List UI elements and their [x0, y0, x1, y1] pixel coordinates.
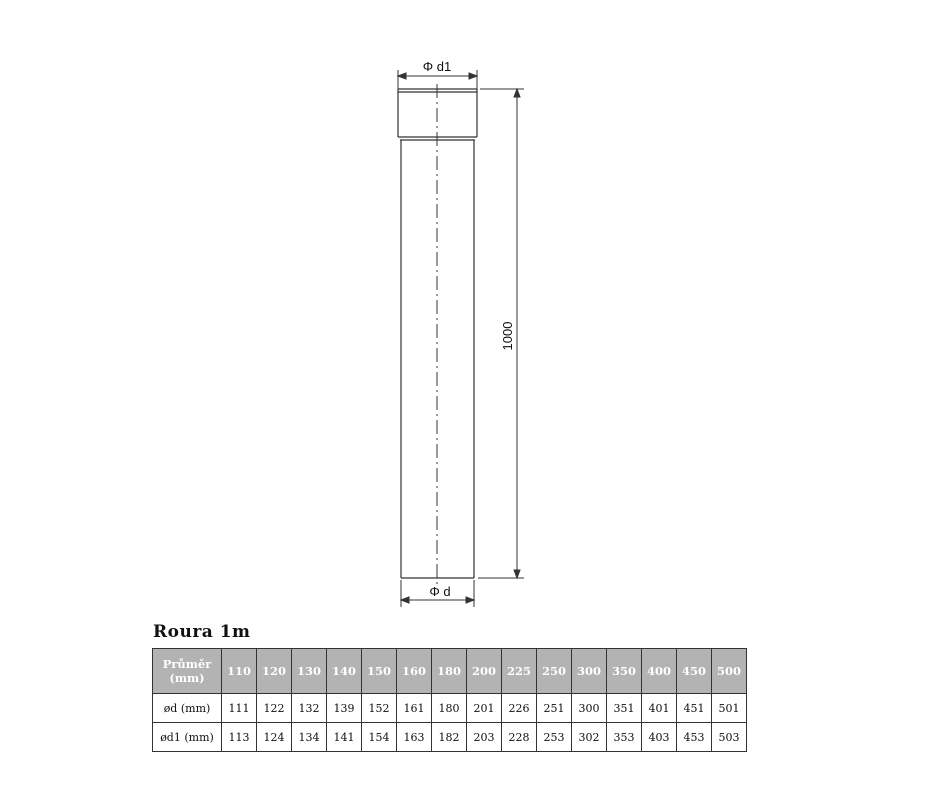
table-cell: 351 [607, 694, 642, 723]
table-row [153, 723, 747, 752]
table-cell: 451 [677, 694, 712, 723]
table-cell: 154 [362, 723, 397, 752]
table-cell: 111 [222, 694, 257, 723]
table-cell: 152 [362, 694, 397, 723]
table-cell: 113 [222, 723, 257, 752]
column-header: 160 [397, 649, 432, 694]
column-header: 300 [572, 649, 607, 694]
top-diameter-label: Φ d1 [422, 59, 452, 74]
table-cell: 503 [712, 723, 747, 752]
table-cell: 141 [327, 723, 362, 752]
table-cell: 163 [397, 723, 432, 752]
column-header: 250 [537, 649, 572, 694]
row-label: ød (mm) [153, 694, 222, 723]
column-header: 150 [362, 649, 397, 694]
length-label: 1000 [500, 321, 515, 351]
column-header: 450 [677, 649, 712, 694]
bottom-diameter-label: Φ d [429, 584, 451, 599]
dimensions-table [152, 648, 747, 752]
table-cell: 453 [677, 723, 712, 752]
table-row [153, 694, 747, 723]
table-cell: 180 [432, 694, 467, 723]
table-cell: 253 [537, 723, 572, 752]
column-header: 500 [712, 649, 747, 694]
table-cell: 302 [572, 723, 607, 752]
table-cell: 139 [327, 694, 362, 723]
column-header: 130 [292, 649, 327, 694]
diameter-header: Průměr (mm) [153, 649, 222, 694]
table-cell: 300 [572, 694, 607, 723]
table-cell: 353 [607, 723, 642, 752]
table-cell: 251 [537, 694, 572, 723]
table-cell: 201 [467, 694, 502, 723]
column-header: 350 [607, 649, 642, 694]
column-header: 140 [327, 649, 362, 694]
column-header: 120 [257, 649, 292, 694]
column-header: 110 [222, 649, 257, 694]
column-header: 225 [502, 649, 537, 694]
table-cell: 132 [292, 694, 327, 723]
table-header-row [153, 649, 747, 694]
row-label: ød1 (mm) [153, 723, 222, 752]
table-cell: 228 [502, 723, 537, 752]
table-cell: 134 [292, 723, 327, 752]
product-title: Roura 1m [153, 622, 251, 642]
column-header: 400 [642, 649, 677, 694]
table-cell: 501 [712, 694, 747, 723]
column-header: 180 [432, 649, 467, 694]
column-header: 200 [467, 649, 502, 694]
table-cell: 124 [257, 723, 292, 752]
table-cell: 203 [467, 723, 502, 752]
table-cell: 401 [642, 694, 677, 723]
table-cell: 122 [257, 694, 292, 723]
table-cell: 161 [397, 694, 432, 723]
table-cell: 403 [642, 723, 677, 752]
table-cell: 226 [502, 694, 537, 723]
table-cell: 182 [432, 723, 467, 752]
